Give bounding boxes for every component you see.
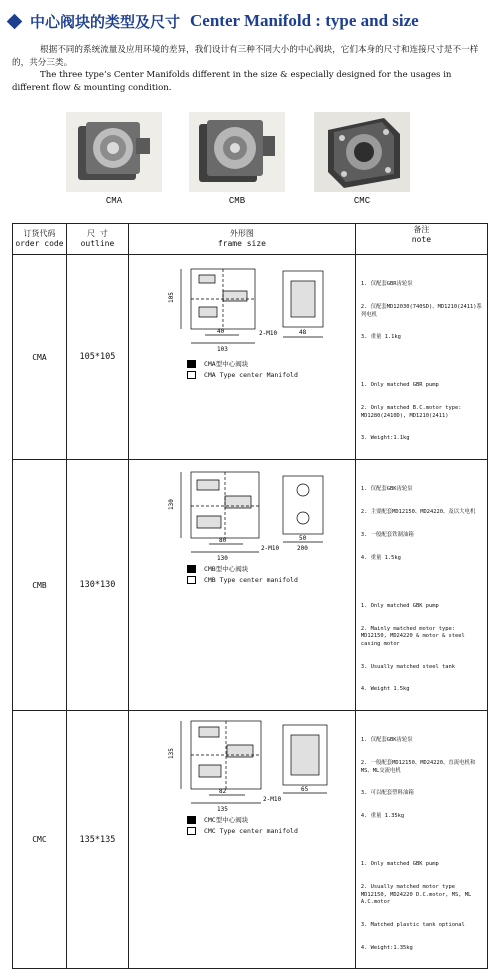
note-line: 1. Only matched GBK pump (360, 602, 439, 609)
header-cn: 外形图 (229, 229, 254, 238)
note-line: 2. Usually matched motor type MD12150, MD24220 D.C.motor, MS, ML A.C.motor (360, 883, 475, 906)
cmc-frame-drawing (159, 717, 359, 817)
frame-drawing-cell (128, 711, 355, 969)
note-line: 4. Weight 1.5kg (360, 686, 410, 693)
legend-cn (187, 815, 248, 824)
legend-en-text: CMA Type center Manifold (203, 371, 298, 379)
diamond-bullet-icon (7, 13, 23, 29)
table-row-cmb (13, 460, 488, 711)
dim-c: 65 (300, 786, 309, 794)
note-line: 1. 仅配套GBK齿轮泵 (360, 737, 413, 744)
dim-height: 130 (167, 499, 175, 511)
empty-square-icon (187, 576, 196, 584)
product-photos (52, 112, 462, 212)
note-line: 2. 主要配套MD12150、MD24220、及以大电机 (360, 509, 476, 516)
header-en: order code (15, 239, 64, 248)
header-order-code (13, 224, 67, 255)
dim-c: 48 (298, 329, 307, 336)
legend-en-text: CMC Type center manifold (203, 827, 298, 836)
header-cn: 订货代码 (23, 229, 56, 238)
cmb-frame-drawing (159, 466, 359, 566)
section-heading (5, 8, 493, 34)
legend-cn-text: CMA型中心阀块 (203, 360, 249, 368)
frame-drawing-cell (128, 460, 355, 711)
dim-thread: 2-M10 (262, 796, 282, 804)
note-line: 2. 仅配套MD12030(740SD)、MD1210(2411)系列电机 (360, 303, 482, 318)
order-code-cell: CMB (13, 460, 67, 711)
header-cn: 备注 (413, 225, 430, 234)
empty-square-icon (187, 827, 196, 835)
legend-cn-text: CMB型中心阀块 (203, 565, 249, 574)
note-line: 3. 重量 1.1kg (360, 334, 401, 341)
photo-caption: CMA (105, 196, 123, 206)
legend-en (187, 576, 298, 584)
dim-a: 40 (216, 328, 225, 335)
note-line: 4. 重量 1.35kg (360, 813, 405, 820)
note-line: 1. Only matched GBR pump (360, 382, 439, 389)
note-line: 1. 仅配套GBR齿轮泵 (360, 281, 413, 288)
note-line: 3. Matched plastic tank optional (360, 921, 465, 928)
dim-b: 135 (216, 806, 228, 814)
cmc-manifold-image (314, 112, 410, 192)
intro-chinese: 根据不同的系统流量及应用环境的差异，我们设计有三种不同大小的中心阀块，它们本身的尺寸和连接尺寸是不一样的，共分三类。 (12, 45, 479, 68)
note-cell (355, 460, 487, 711)
legend-cn (187, 564, 248, 573)
outline-cell: 135*135 (66, 711, 128, 969)
legend-en (187, 371, 298, 379)
note-line: 4. Weight:1.35kg (360, 944, 413, 951)
outline-cell: 105*105 (66, 255, 128, 460)
dim-thread: 2-M10 (258, 330, 278, 337)
heading-english: Center Manifold : type and size (190, 11, 419, 30)
intro-english: The three type’s Center Manifolds different in the size & especially designed for the usages in different flow & mounting condition. (12, 70, 452, 93)
note-line: 3. 可以配套塑料油箱 (360, 790, 414, 797)
dim-a: 80 (218, 537, 227, 545)
legend-en (187, 827, 298, 835)
notes-cmb (357, 461, 486, 709)
intro-text (12, 44, 482, 94)
photo-cma (66, 112, 162, 206)
dim-thread: 2-M10 (260, 545, 280, 553)
header-outline (66, 224, 128, 255)
table-header-row (13, 224, 488, 255)
cma-frame-drawing (159, 261, 359, 361)
empty-square-icon (187, 371, 196, 379)
note-cell (355, 711, 487, 969)
header-en: frame size (217, 239, 266, 248)
dim-height: 105 (167, 292, 175, 303)
note-line: 3. 一般配套铁制油箱 (360, 532, 414, 538)
heading-chinese: 中心阀块的类型及尺寸 (30, 12, 181, 31)
note-line: 3. Weight:1.1kg (360, 435, 410, 442)
cmb-manifold-image (189, 112, 285, 192)
cma-manifold-image (66, 112, 162, 192)
header-en: note (411, 235, 432, 244)
note-line: 4. 重量 1.5kg (360, 554, 401, 561)
filled-square-icon (187, 565, 196, 573)
notes-cmc (357, 712, 486, 967)
table-row-cma (13, 255, 488, 460)
note-line: 3. Usually matched steel tank (360, 663, 455, 670)
note-cell (355, 255, 487, 460)
note-line: 1. Only matched GBK pump (360, 861, 439, 868)
table-row-cmc (13, 711, 488, 969)
notes-cma (357, 256, 486, 458)
order-code-cell: CMA (13, 255, 67, 460)
note-line: 1. 仅配套GBK齿轮泵 (360, 486, 413, 493)
photo-cmc (314, 112, 410, 206)
outline-cell: 130*130 (66, 460, 128, 711)
header-note (355, 224, 487, 255)
photo-cmb (189, 112, 285, 206)
photo-caption: CMC (353, 196, 371, 206)
header-frame-size (128, 224, 355, 255)
note-line: 2. Mainly matched motor type: MD12150, MD24220 & motor & steel casing motor (360, 625, 468, 647)
header-cn: 尺 寸 (87, 229, 108, 238)
frame-drawing-cell (128, 255, 355, 460)
filled-square-icon (187, 816, 196, 824)
header-en: outline (80, 239, 115, 248)
photo-caption: CMB (228, 196, 246, 206)
dim-a: 82 (218, 788, 227, 796)
filled-square-icon (187, 360, 196, 368)
order-code-cell: CMC (13, 711, 67, 969)
dim-b: 103 (216, 346, 228, 353)
legend-cn-text: CMC型中心阀块 (203, 816, 249, 825)
dim-b: 130 (216, 555, 228, 563)
dim-height: 135 (167, 748, 175, 760)
dim-d: 200 (296, 545, 308, 553)
note-line: 2. Only matched B.C.motor type: MD1280(2410D), MD1210(2411) (360, 405, 465, 419)
dim-c: 50 (298, 535, 307, 543)
legend-cn (187, 359, 248, 368)
spec-table (12, 223, 488, 969)
note-line: 2. 一般配套MD12150、MD24220、直流电机和MS、ML交流电机 (360, 760, 476, 774)
legend-en-text: CMB Type center manifold (203, 576, 298, 585)
